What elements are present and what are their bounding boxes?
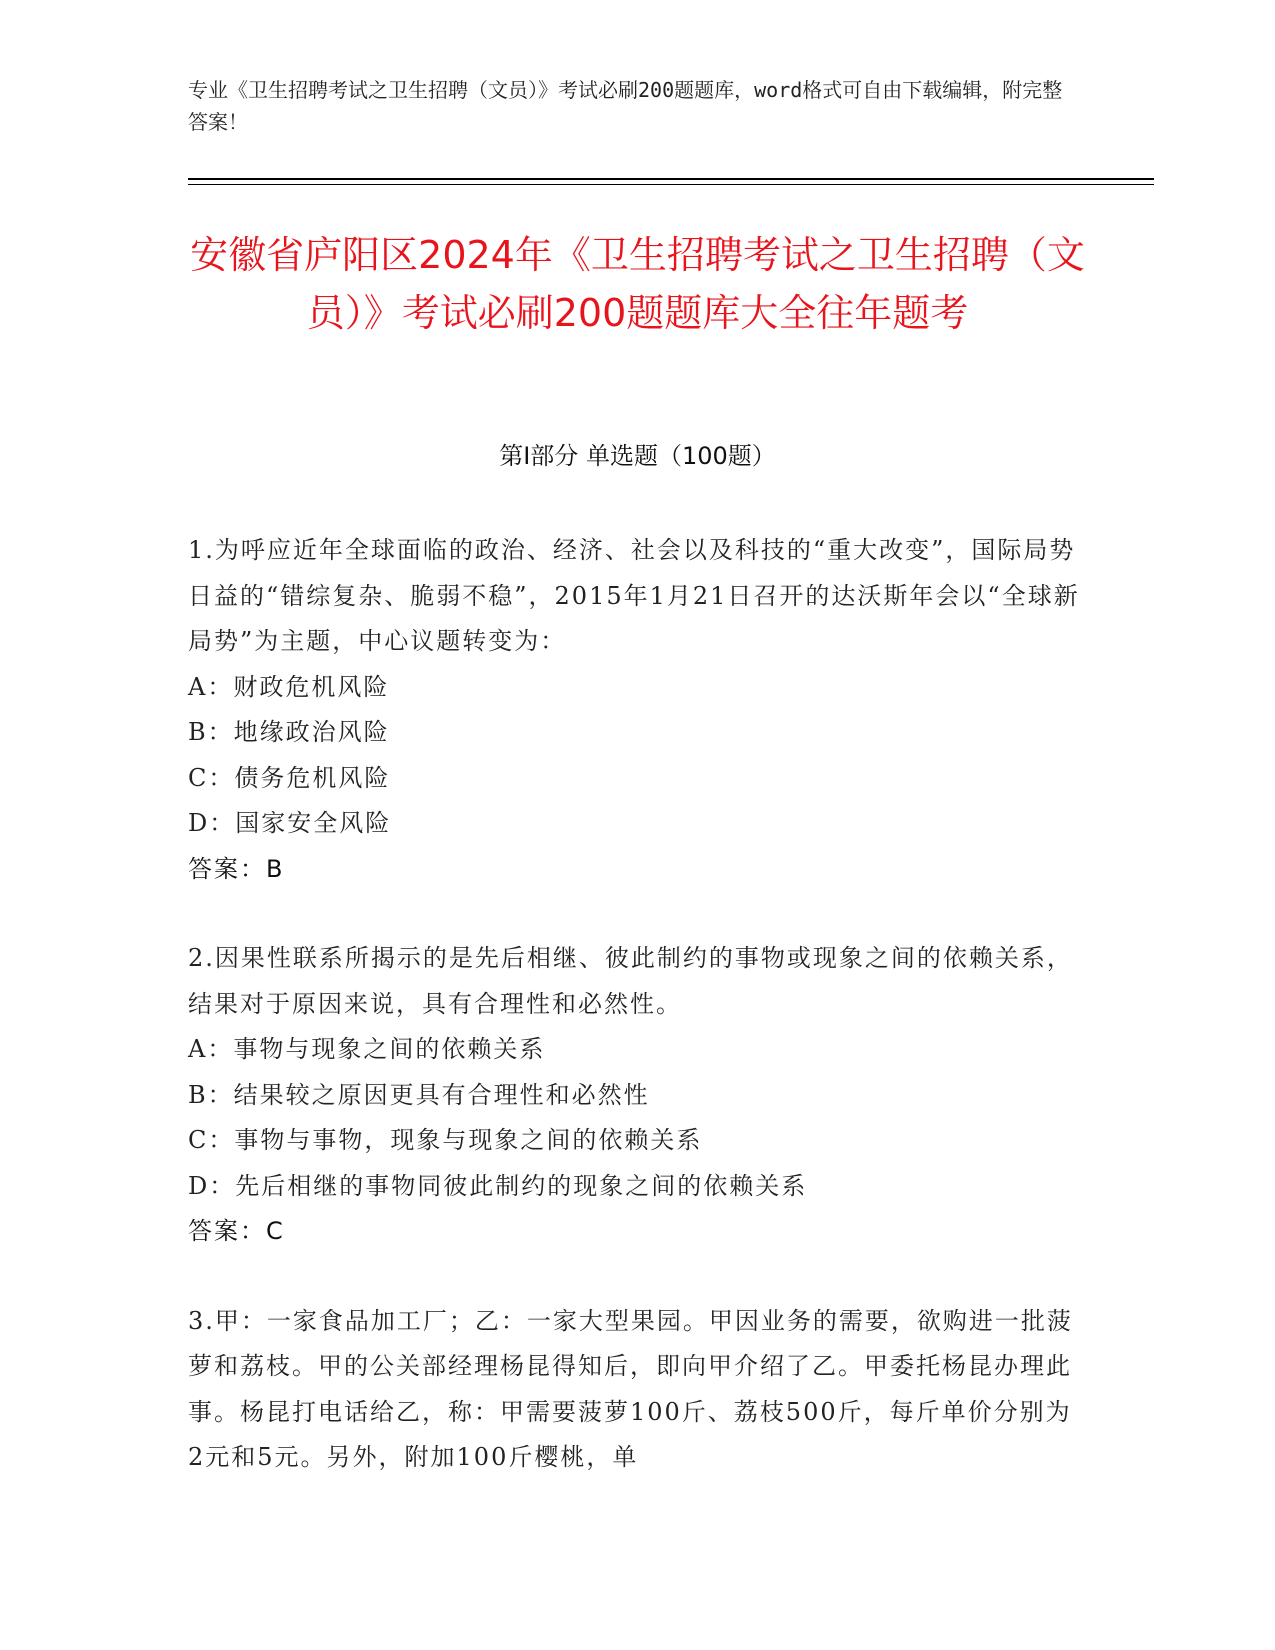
section-title: 第Ⅰ部分 单选题（100题） xyxy=(499,442,776,470)
question-text: 1.为呼应近年全球面临的政治、经济、社会以及科技的“重大改变”，国际局势日益的“错综复杂、脆弱不稳”，2015年1月21日召开的达沃斯年会以“全球新局势”为主题，中心议题转变为： xyxy=(188,536,1080,655)
question-item xyxy=(188,936,1088,1255)
answer-value: C xyxy=(266,1217,283,1245)
option-c: C：事物与事物，现象与现象之间的依赖关系 xyxy=(188,1126,703,1154)
option-a: A：事物与现象之间的依赖关系 xyxy=(188,1035,546,1063)
option-d: D：国家安全风险 xyxy=(188,809,392,837)
question-item xyxy=(188,528,1088,892)
question-item xyxy=(188,1299,1088,1481)
header-divider-thin xyxy=(188,184,1154,185)
answer-label: 答案： xyxy=(188,854,266,883)
option-b: B：结果较之原因更具有合理性和必然性 xyxy=(188,1080,650,1109)
question-text: 3.甲：一家食品加工厂；乙：一家大型果园。甲因业务的需要，欲购进一批菠萝和荔枝。甲的公关部经理杨昆得知后，即向甲介绍了乙。甲委托杨昆办理此事。杨昆打电话给乙，称：甲需要菠萝100斤、荔枝500斤，每斤单价分别为2元和5元。另外，附加100斤樱桃，单 xyxy=(188,1306,1073,1471)
option-a: A：财政危机风险 xyxy=(188,672,390,701)
option-c: C：债务危机风险 xyxy=(188,763,391,792)
header-divider-thick xyxy=(188,178,1154,180)
answer-line xyxy=(188,847,1088,893)
answer-line xyxy=(188,1209,1088,1255)
question-list xyxy=(188,528,1088,1525)
header-note: 专业《卫生招聘考试之卫生招聘（文员）》考试必刷200题题库，word格式可自由下载编辑，附完整答案！ xyxy=(188,78,1063,134)
option-b: B：地缘政治风险 xyxy=(188,718,390,746)
document-title: 安徽省庐阳区2024年《卫生招聘考试之卫生招聘（文员）》考试必刷200题题库大全往年题考 xyxy=(190,233,1085,335)
answer-value: B xyxy=(266,854,283,883)
question-text: 2.因果性联系所揭示的是先后相继、彼此制约的事物或现象之间的依赖关系，结果对于原因来说，具有合理性和必然性。 xyxy=(188,944,1073,1018)
option-d: D：先后相继的事物同彼此制约的现象之间的依赖关系 xyxy=(188,1171,808,1200)
answer-label: 答案： xyxy=(188,1217,266,1245)
